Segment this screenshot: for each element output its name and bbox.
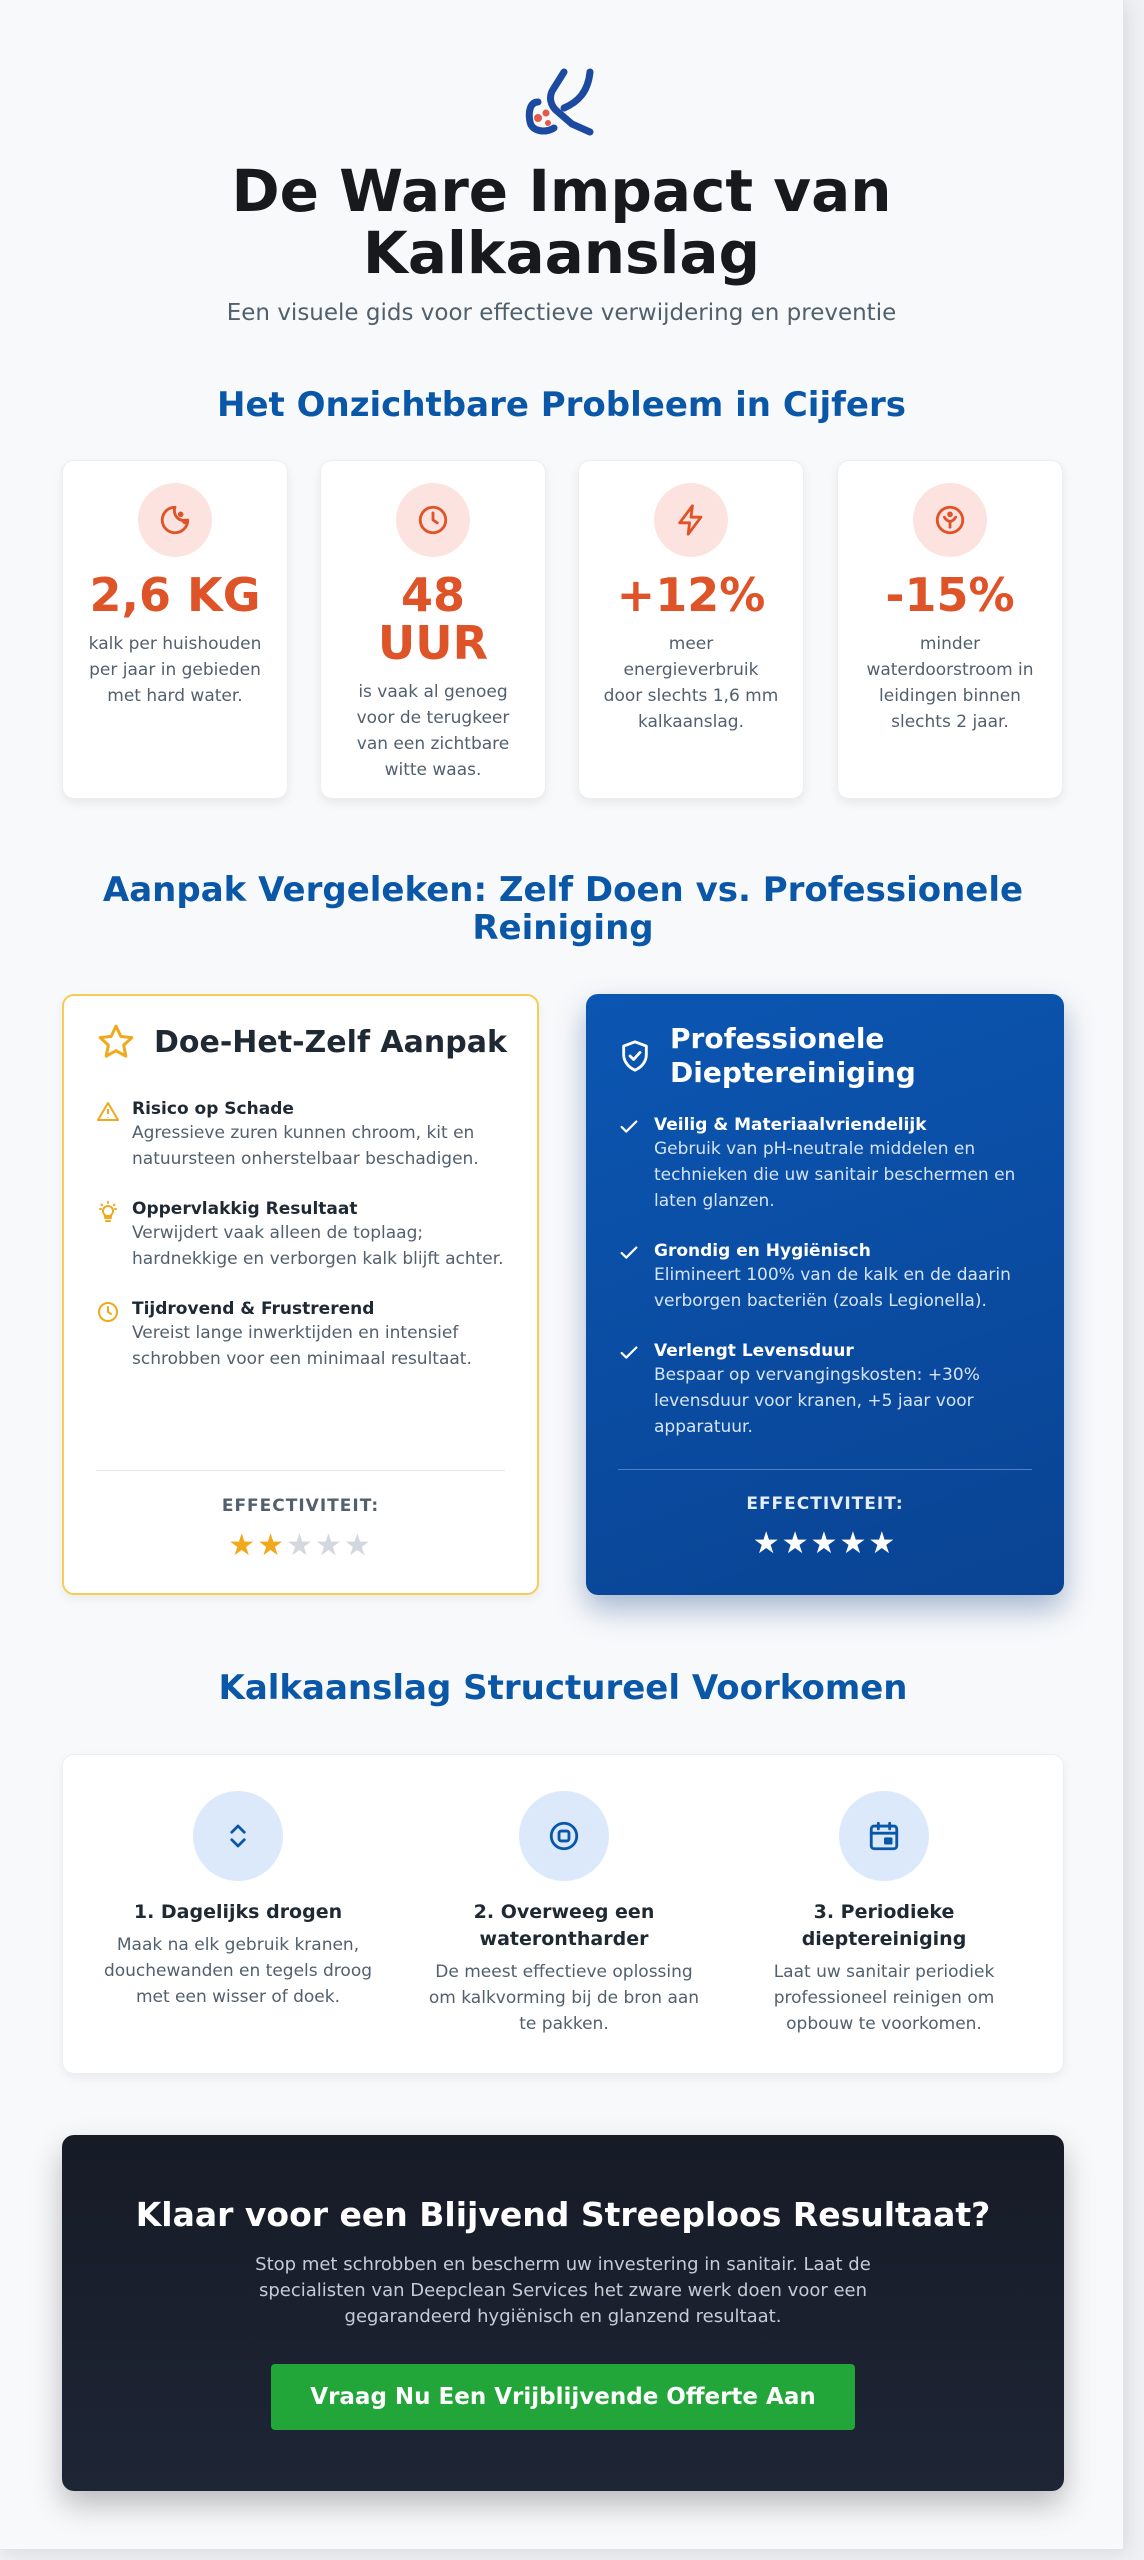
pro-item	[618, 1340, 1036, 1440]
pro-item-body	[654, 1340, 1036, 1440]
star-filled-icon: ★	[868, 1526, 898, 1561]
stat-value: +12%	[616, 568, 766, 622]
lightbulb-icon	[96, 1198, 120, 1272]
stat-card	[837, 460, 1063, 799]
diy-card-header	[96, 1022, 507, 1062]
prevent-step	[419, 1791, 709, 2037]
prevent-step-text: Maak na elk gebruik kranen, douchewanden en tegels droog met een wisser of doek.	[103, 1935, 373, 2007]
stat-card	[62, 460, 288, 799]
pro-item	[618, 1240, 1036, 1314]
star-empty-icon: ★	[286, 1528, 315, 1563]
stat-card	[320, 460, 546, 799]
diy-item-title: Tijdrovend & Frustrerend	[132, 1299, 375, 1319]
prevent-step-text: Laat uw sanitair periodiek professioneel reinigen om opbouw te voorkomen.	[773, 1962, 995, 2034]
clock-icon	[96, 1298, 120, 1372]
drop-icon	[913, 483, 987, 557]
stat-value: 48 UUR	[377, 568, 489, 670]
star-empty-icon: ★	[343, 1528, 373, 1563]
diy-item-text: Vereist lange inwerktijden en intensief schrobben voor een minimaal resultaat.	[132, 1323, 472, 1369]
lightning-icon	[654, 483, 728, 557]
pro-items	[618, 1114, 1036, 1466]
clock-icon	[396, 483, 470, 557]
prevent-step-text: De meest effectieve oplossing om kalkvorming bij de bron aan te pakken.	[428, 1962, 700, 2034]
pro-item-body	[654, 1240, 1036, 1314]
diy-item-text: Agressieve zuren kunnen chroom, kit en natuursteen onherstelbaar beschadigen.	[132, 1123, 479, 1169]
stat-description: meer energieverbruik door slechts 1,6 mm kalkaanslag.	[603, 634, 779, 732]
prevent-step-title: 1. Dagelijks drogen	[133, 1901, 343, 1923]
diy-card-title: Doe-Het-Zelf Aanpak	[154, 1024, 507, 1060]
warning-icon	[96, 1098, 120, 1172]
compare-section-title: Aanpak Vergeleken: Zelf Doen vs. Professionele Reiniging	[102, 870, 1024, 948]
softener-icon	[519, 1791, 609, 1881]
stat-card	[578, 460, 804, 799]
squeegee-icon	[193, 1791, 283, 1881]
diy-item-title: Oppervlakkig Resultaat	[132, 1199, 358, 1219]
page-title: De Ware Impact van Kalkaanslag	[231, 157, 892, 287]
star-filled-icon: ★	[839, 1526, 869, 1561]
stat-description: minder waterdoorstroom in leidingen binnen slechts 2 jaar.	[866, 634, 1034, 732]
star-filled-icon: ★	[752, 1526, 782, 1561]
diy-item	[96, 1098, 509, 1172]
pro-item-title: Verlengt Levensduur	[654, 1341, 854, 1361]
scale-icon	[138, 483, 212, 557]
stat-description: kalk per huishouden per jaar in gebieden met hard water.	[88, 634, 262, 706]
diy-item-body	[132, 1098, 509, 1172]
diy-items	[96, 1098, 509, 1398]
diy-item-body	[132, 1298, 509, 1372]
diy-item-body	[132, 1198, 509, 1272]
check-icon	[618, 1114, 642, 1214]
star-icon	[96, 1022, 136, 1062]
star-filled-icon: ★	[810, 1526, 840, 1561]
effectiveness-label: EFFECTIVITEIT:	[221, 1496, 380, 1516]
pro-item-title: Grondig en Hygiënisch	[654, 1241, 871, 1261]
prevent-section-title: Kalkaanslag Structureel Voorkomen	[218, 1668, 908, 1708]
diy-item	[96, 1298, 509, 1372]
stats-section-title: Het Onzichtbare Probleem in Cijfers	[217, 385, 906, 425]
pro-item-text: Elimineert 100% van de kalk en de daarin verborgen bacteriën (zoals Legionella).	[654, 1265, 1011, 1311]
page-subtitle: Een visuele gids voor effectieve verwijdering en preventie	[226, 300, 897, 326]
star-filled-icon: ★	[257, 1528, 287, 1563]
logo	[524, 66, 600, 136]
diy-item-text: Verwijdert vaak alleen de toplaag; hardnekkige en verborgen kalk blijft achter.	[132, 1223, 504, 1269]
diy-card	[62, 994, 539, 1595]
star-empty-icon: ★	[314, 1528, 344, 1563]
star-filled-icon: ★	[781, 1526, 811, 1561]
pro-item-text: Bespaar op vervangingskosten: +30% levensduur voor kranen, +5 jaar voor apparatuur.	[654, 1365, 980, 1437]
divider	[618, 1469, 1032, 1470]
pro-card-title: Professionele Dieptereiniging	[670, 1022, 916, 1089]
cta-title: Klaar voor een Blijvend Streeploos Resultaat?	[135, 2195, 991, 2234]
header	[0, 0, 1123, 424]
rating-stars	[586, 1526, 1064, 1561]
prevent-step	[93, 1791, 383, 2010]
stat-value: -15%	[885, 568, 1015, 622]
stats-grid	[62, 460, 1064, 799]
divider	[96, 1470, 505, 1471]
shield-check-icon	[618, 1039, 652, 1073]
check-icon	[618, 1340, 642, 1440]
cta-text: Stop met schrobben en bescherm uw investering in sanitair. Laat de specialisten van Deepclean Services het zware werk doen voor een gegarandeerd hygiënisch en glanzend resultaat.	[255, 2254, 871, 2327]
effectiveness-label: EFFECTIVITEIT:	[746, 1494, 904, 1514]
prevent-step	[739, 1791, 1029, 2037]
check-icon	[618, 1240, 642, 1314]
pro-item	[618, 1114, 1036, 1214]
request-quote-button[interactable]: Vraag Nu Een Vrijblijvende Offerte Aan	[271, 2364, 855, 2430]
rating-stars	[64, 1528, 537, 1563]
cta-section	[62, 2135, 1064, 2491]
pro-card	[586, 994, 1064, 1595]
prevent-step-title: 3. Periodieke dieptereiniging	[801, 1901, 967, 1950]
diy-item	[96, 1198, 509, 1272]
prevent-card	[62, 1754, 1064, 2074]
diy-item-title: Risico op Schade	[132, 1099, 294, 1119]
stat-value: 2,6 KG	[89, 568, 261, 622]
pro-item-title: Veilig & Materiaalvriendelijk	[654, 1115, 927, 1135]
stat-description: is vaak al genoeg voor de terugkeer van een zichtbare witte waas.	[356, 682, 510, 780]
star-filled-icon: ★	[228, 1528, 258, 1563]
calendar-icon	[839, 1791, 929, 1881]
pro-item-text: Gebruik van pH-neutrale middelen en technieken die uw sanitair beschermen en laten glanzen.	[654, 1139, 1016, 1211]
pro-card-header	[618, 1022, 930, 1090]
prevent-step-title: 2. Overweeg een waterontharder	[473, 1901, 655, 1950]
pro-item-body	[654, 1114, 1036, 1214]
